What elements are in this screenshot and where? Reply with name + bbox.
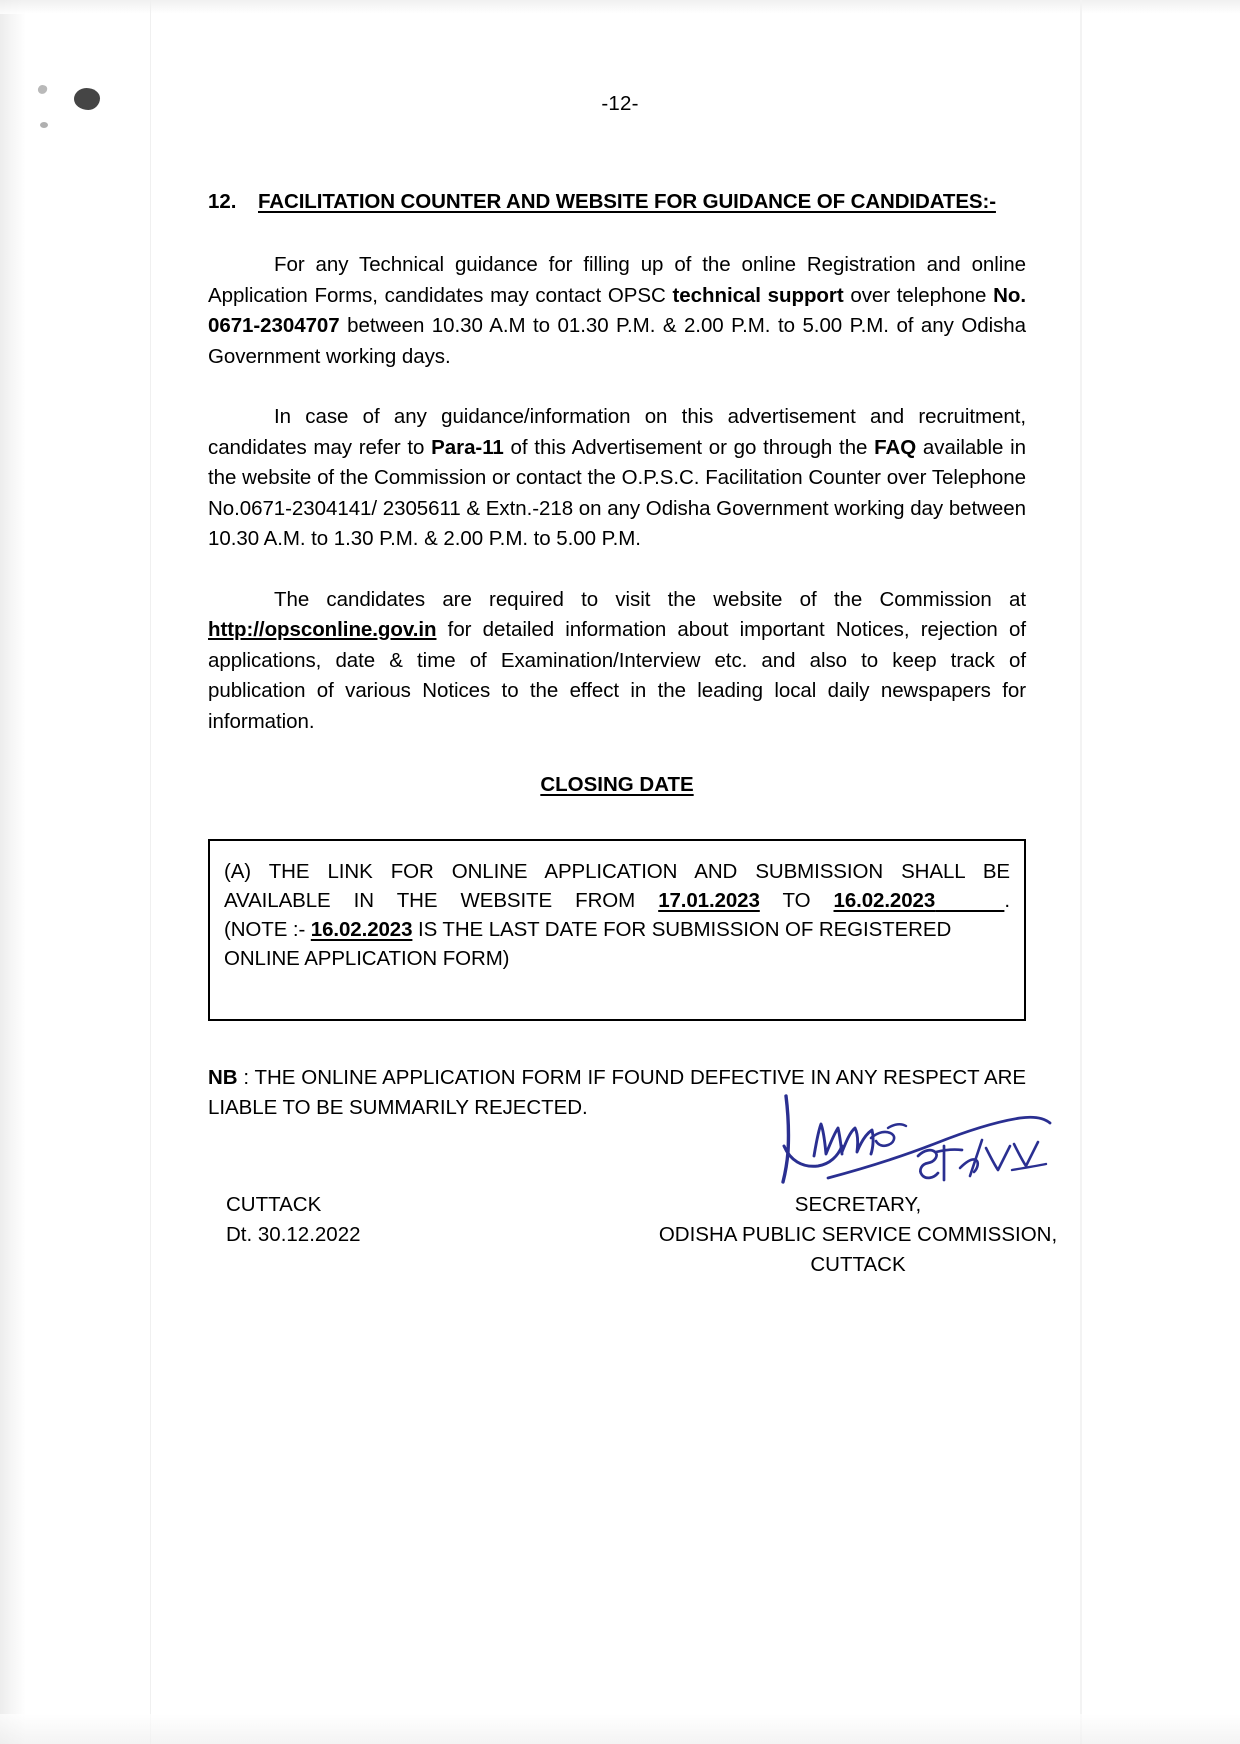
scan-streak-artifact [150, 0, 151, 1744]
paragraph-technical-support [208, 250, 1026, 372]
closing-box-line1: (A) THE LINK FOR ONLINE APPLICATION AND SUBMISSION SHALL BE [224, 860, 1010, 883]
footer-place: CUTTACK [226, 1193, 322, 1216]
p2-bold-faq: FAQ [874, 435, 917, 459]
section-heading [208, 190, 1026, 214]
note-last-date: 16.02.2023 [310, 918, 413, 941]
document-body [208, 190, 1026, 1123]
closing-box-line3 [224, 915, 1010, 944]
line3-prefix: (NOTE :- [224, 918, 311, 941]
document-footer [208, 1190, 1058, 1350]
scan-streak-artifact-right [1080, 0, 1082, 1744]
footer-signatory [578, 1190, 1138, 1280]
p1-bold-technical-support: technical support [672, 283, 844, 307]
closing-box-line4: ONLINE APPLICATION FORM) [224, 947, 510, 970]
closing-date-box [208, 839, 1026, 1021]
trailing-underline [935, 889, 1004, 912]
scan-bottom-artifact [0, 1714, 1240, 1744]
p2-part3: available in the website of the Commission or contact the O.P.S.C. Facilitation Counter over Telephone No.0671-2304141/ 2305611 & Extn.-218 on any Odisha Government working day between 10.30 A.M. to 1.30 P.M. & 2.00 P.M. to 5.00 P.M. [208, 435, 1026, 550]
to-date: 16.02.2023 [833, 889, 936, 912]
p2-part2: of this Advertisement or go through the [503, 435, 875, 459]
scan-edge-artifact [0, 0, 26, 1744]
nb-text: : THE ONLINE APPLICATION FORM IF FOUND DEFECTIVE IN ANY RESPECT ARE LIABLE TO BE SUMMARILY REJECTED. [208, 1066, 1026, 1119]
signatory-title: SECRETARY, [794, 1193, 922, 1216]
section-number: 12. [208, 190, 237, 213]
opsconline-website-link[interactable]: http://opsconline.gov.in [208, 618, 437, 641]
footer-date: Dt. 30.12.2022 [226, 1223, 361, 1246]
section-title: FACILITATION COUNTER AND WEBSITE FOR GUIDANCE OF CANDIDATES:- [258, 190, 996, 213]
nb-label: NB [208, 1066, 238, 1089]
closing-date-heading: CLOSING DATE [540, 773, 694, 796]
signatory-city: CUTTACK [810, 1253, 906, 1276]
footer-place-date [226, 1190, 361, 1250]
line2-suffix: . [1004, 889, 1011, 912]
scan-fleck-artifact [40, 122, 48, 128]
p1-part3: between 10.30 A.M to 01.30 P.M. & 2.00 P.M. to 5.00 P.M. of any Odisha Government working days. [208, 314, 1026, 368]
line3-suffix: IS THE LAST DATE FOR SUBMISSION OF REGISTERED [412, 918, 952, 941]
p2-bold-para11: Para-11 [431, 435, 504, 459]
signatory-organisation: ODISHA PUBLIC SERVICE COMMISSION, [658, 1223, 1058, 1246]
paragraph-website-visit [208, 585, 1026, 738]
p1-part2: over telephone [843, 283, 994, 307]
paragraph-guidance-info [208, 402, 1026, 555]
line2-middle: TO [759, 889, 834, 912]
p2-part1: In case of any guidance/information on this advertisement and recruitment, candidates may refer to [208, 405, 1026, 459]
p1-bold-phone: No. 0671-2304707 [208, 283, 1026, 337]
handwritten-signature [768, 1090, 1068, 1200]
line2-prefix: AVAILABLE IN THE WEBSITE FROM [224, 889, 659, 912]
from-date: 17.01.2023 [658, 889, 760, 912]
page-number: -12- [601, 92, 639, 115]
p1-part1: For any Technical guidance for filling up of the online Registration and online Application Forms, candidates may contact OPSC [208, 253, 1026, 307]
scan-top-artifact [0, 0, 1240, 14]
p3-part1: The candidates are required to visit the website of the Commission at [274, 587, 1026, 611]
signature-icon [768, 1090, 1068, 1200]
p3-part2: for detailed information about important Notices, rejection of applications, date & time of Examination/Interview etc. and also to keep track of publication of various Notices to the effect in the leading local daily newspapers for information. [208, 618, 1026, 733]
closing-box-line2 [224, 886, 1010, 915]
